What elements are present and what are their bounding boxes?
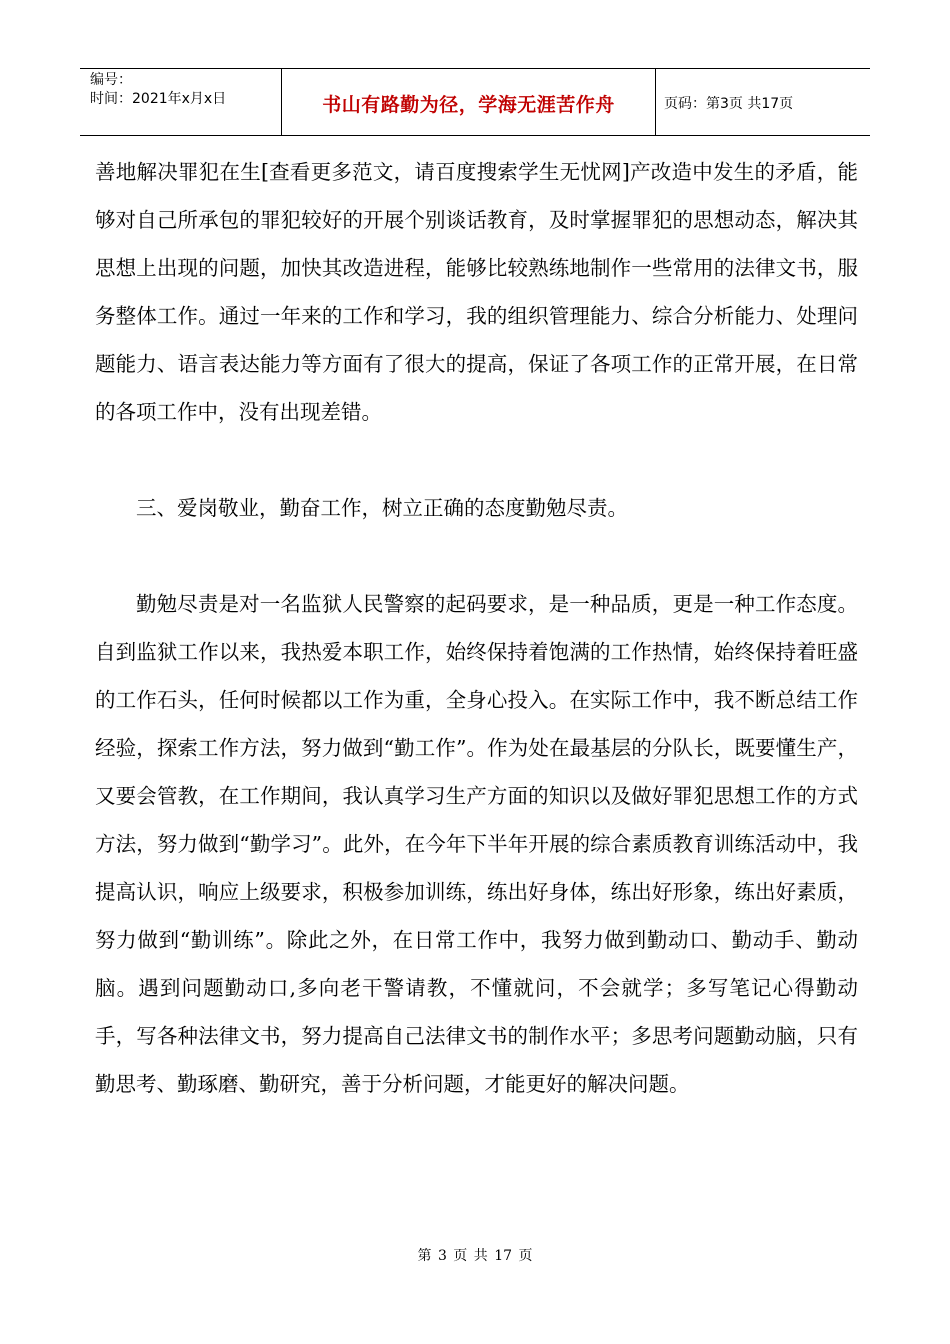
header-page-info: 页码：第3页 共17页 [664, 96, 794, 112]
document-body [95, 148, 858, 1108]
paragraph-spacer [95, 532, 858, 580]
body-paragraph: 勤勉尽责是对一名监狱人民警察的起码要求，是一种品质，更是一种工作态度。自到监狱工作以来，我热爱本职工作，始终保持着饱满的工作热情，始终保持着旺盛的工作石头，任何时候都以工作为重，全身心投入。在实际工作中，我不断总结工作经验，探索工作方法，努力做到“勤工作”。作为处在最基层的分队长，既要懂生产，又要会管教，在工作期间，我认真学习生产方面的知识以及做好罪犯思想工作的方式方法，努力做到“勤学习”。此外，在今年下半年开展的综合素质教育训练活动中，我提高认识，响应上级要求，积极参加训练，练出好身体，练出好形象，练出好素质，努力做到“勤训练”。除此之外，在日常工作中，我努力做到勤动口、勤动手、勤动脑。遇到问题勤动口,多向老干警请教，不懂就问，不会就学；多写笔记心得勤动手，写各种法律文书，努力提高自己法律文书的制作水平；多思考问题勤动脑，只有勤思考、勤琢磨、勤研究，善于分析问题，才能更好的解决问题。 [95, 592, 858, 1096]
header-page-info-cell [656, 69, 870, 135]
page-footer: 第 3 页 共 17 页 [417, 1248, 533, 1264]
paragraph-spacer [95, 436, 858, 484]
section-heading: 三、爱岗敬业，勤奋工作，树立正确的态度勤勉尽责。 [136, 496, 628, 520]
header-motto: 书山有路勤为径，学海无涯苦作舟 [322, 93, 615, 116]
document-number-label: 编号： [90, 72, 132, 88]
document-header [80, 68, 870, 136]
header-meta [80, 69, 282, 135]
header-motto-cell [282, 69, 656, 135]
document-date-label: 时间：2021年x月x日 [90, 91, 227, 107]
body-paragraph: 善地解决罪犯在生[查看更多范文，请百度搜索学生无忧网]产改造中发生的矛盾，能够对自己所承包的罪犯较好的开展个别谈话教育，及时掌握罪犯的思想动态，解决其思想上出现的问题，加快其改造进程，能够比较熟练地制作一些常用的法律文书，服务整体工作。通过一年来的工作和学习，我的组织管理能力、综合分析能力、处理问题能力、语言表达能力等方面有了很大的提高，保证了各项工作的正常开展，在日常的各项工作中，没有出现差错。 [95, 160, 858, 424]
